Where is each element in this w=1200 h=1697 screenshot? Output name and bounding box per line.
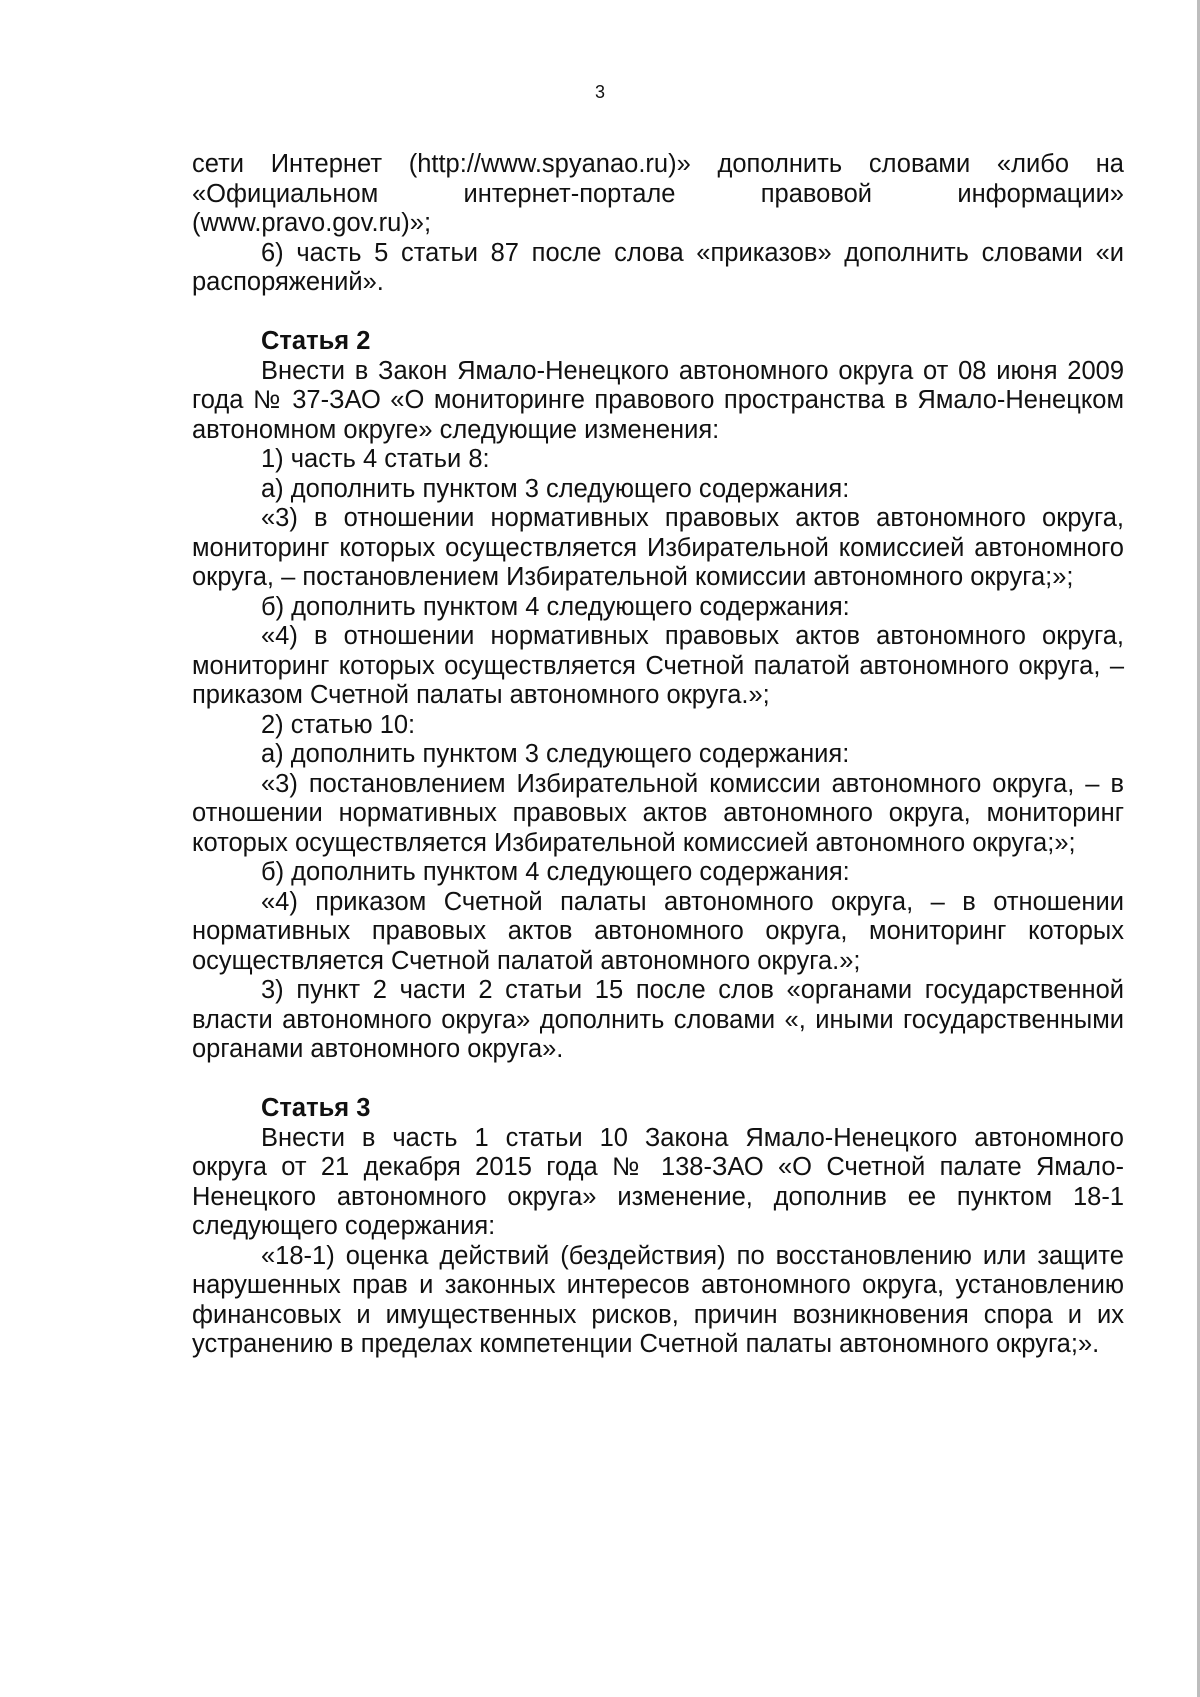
article-2-item-2: 2) статью 10:: [261, 710, 416, 739]
document-body: [192, 150, 1124, 1360]
article-2-item-3: 3) пункт 2 части 2 статьи 15 после слов «органами государственной власти автономного округа» дополнить словами «, иными государственными органами автономного округа».: [192, 976, 1124, 1063]
paragraph-item-6: 6) часть 5 статьи 87 после слова «приказов» дополнить словами «и распоряжений».: [192, 238, 1124, 296]
article-2-heading: Статья 2: [261, 327, 371, 355]
section-gap: [192, 298, 1124, 328]
page-number: 3: [594, 82, 605, 102]
article-2-item-1a: а) дополнить пунктом 3 следующего содержания:: [261, 474, 850, 503]
article-2-item-2b: б) дополнить пунктом 4 следующего содержания:: [261, 858, 850, 886]
article-2-item-2a: а) дополнить пунктом 3 следующего содержания:: [261, 740, 850, 768]
article-2-item-1b: б) дополнить пунктом 4 следующего содержания:: [261, 592, 850, 621]
article-2-item-1: 1) часть 4 статьи 8:: [261, 445, 490, 473]
section-gap: [192, 1065, 1124, 1095]
article-3-heading: Статья 3: [261, 1094, 371, 1122]
article-3-intro: Внести в часть 1 статьи 10 Закона Ямало-Ненецкого автономного округа от 21 декабря 2015 года № 138-ЗАО «О Счетной палате Ямало-Ненецкого автономного округа» изменение, дополнив ее пунктом 18-1 следующего содержания:: [192, 1123, 1124, 1240]
article-2-item-2b-text: «4) приказом Счетной палаты автономного округа, – в отношении нормативных правовых актов автономного округа, мониторинг которых осуществляется Счетной палатой автономного округа.»;: [192, 887, 1124, 975]
article-2-item-1b-text: «4) в отношении нормативных правовых актов автономного округа, мониторинг которых осуществляется Счетной палатой автономного округа, – приказом Счетной палаты автономного округа.»;: [192, 622, 1124, 709]
article-3-item-18-1: «18-1) оценка действий (бездействия) по восстановлению или защите нарушенных прав и законных интересов автономного округа, установлению финансовых и имущественных рисков, причин возникновения спора и их устранению в пределах компетенции Счетной палаты автономного округа;».: [192, 1241, 1124, 1358]
article-2-intro: Внести в Закон Ямало-Ненецкого автономного округа от 08 июня 2009 года № 37-ЗАО «О мониторинге правового пространства в Ямало-Ненецком автономном округе» следующие изменения:: [192, 356, 1124, 444]
article-2-item-2a-text: «3) постановлением Избирательной комиссии автономного округа, – в отношении нормативных правовых актов автономного округа, мониторинг которых осуществляется Избирательной комиссией автономного округа;»;: [192, 769, 1124, 857]
article-2-item-1a-text: «3) в отношении нормативных правовых актов автономного округа, мониторинг которых осуществляется Избирательной комиссией автономного округа, – постановлением Избирательной комиссии автономного округа;»;: [192, 504, 1124, 591]
paragraph-continuation: сети Интернет (http://www.spyanao.ru)» дополнить словами «либо на «Официальном интернет-портале правовой информации» (www.pravo.gov.ru)»;: [192, 150, 1124, 237]
